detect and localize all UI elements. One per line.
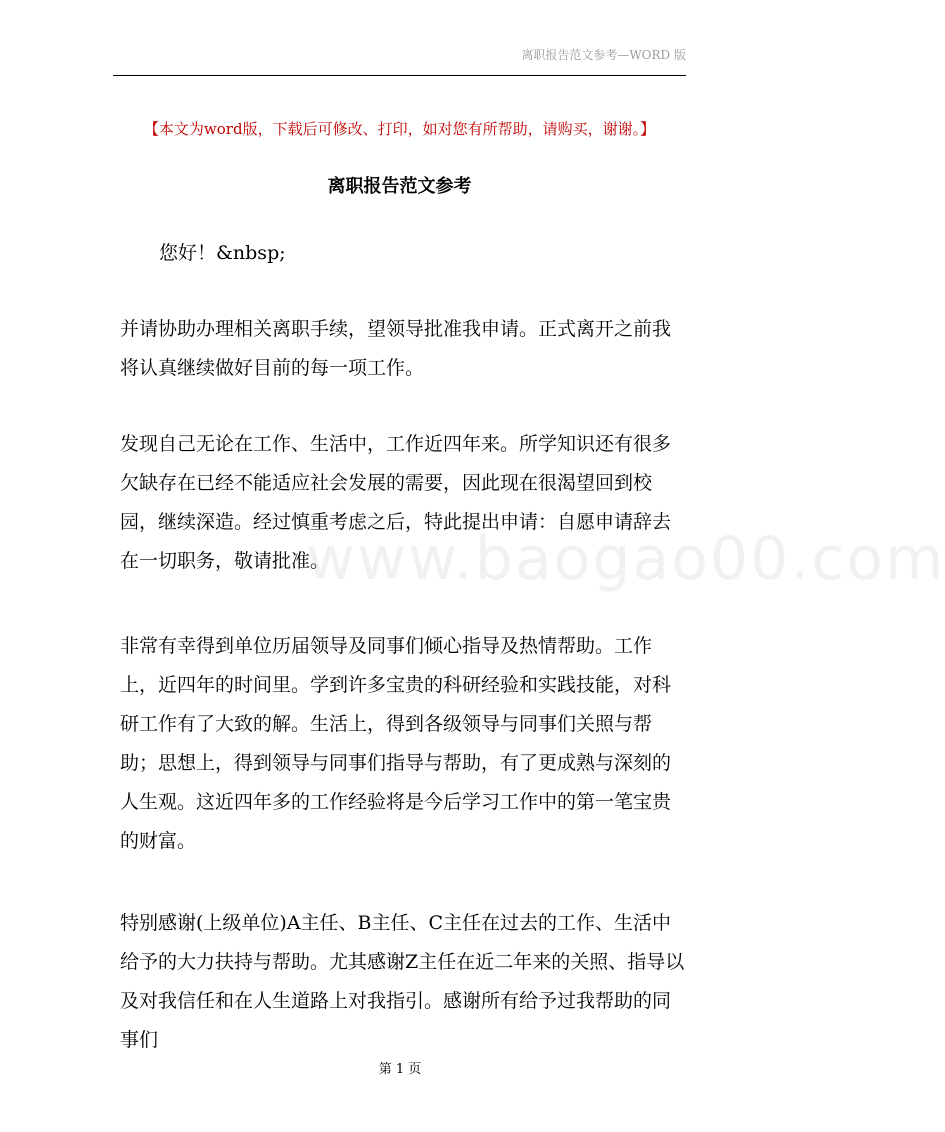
purchase-notice: 【本文为word版，下载后可修改、打印，如对您有所帮助，请购买，谢谢。】 [143,120,656,138]
body-paragraph-2: 发现自己无论在工作、生活中，工作近四年来。所学知识还有很多欠缺存在已经不能适应社会发展的需要，因此现在很渴望回到校园，继续深造。经过慎重考虑之后，特此提出申请：自愿申请辞去在一切职务，敬请批准。 [120,433,672,572]
page-number: 第 1 页 [378,1062,422,1077]
body-paragraph-3: 非常有幸得到单位历届领导及同事们倾心指导及热情帮助。工作上，近四年的时间里。学到许多宝贵的科研经验和实践技能，对科研工作有了大致的解。生活上，得到各级领导与同事们关照与帮助；思想上，得到领导与同事们指导与帮助，有了更成熟与深刻的人生观。这近四年多的工作经验将是今后学习工作中的第一笔宝贵的财富。 [120,635,672,852]
document-title: 离职报告范文参考 [327,176,472,197]
header-rule [113,75,686,76]
body-paragraph-1: 并请协助办理相关离职手续，望领导批准我申请。正式离开之前我将认真继续做好目前的每一项工作。 [120,318,672,379]
body-paragraph-4: 特别感谢(上级单位)A主任、B主任、C主任在过去的工作、生活中给予的大力扶持与帮助。尤其感谢Z主任在近二年来的关照、指导以及对我信任和在人生道路上对我指引。感谢所有给予过我帮助的同事们 [120,912,685,1051]
page-header: 离职报告范文参考—WORD 版 [521,48,686,62]
watermark: www.baogao00.com [306,524,945,594]
greeting: 您好！&nbsp; [159,242,286,264]
